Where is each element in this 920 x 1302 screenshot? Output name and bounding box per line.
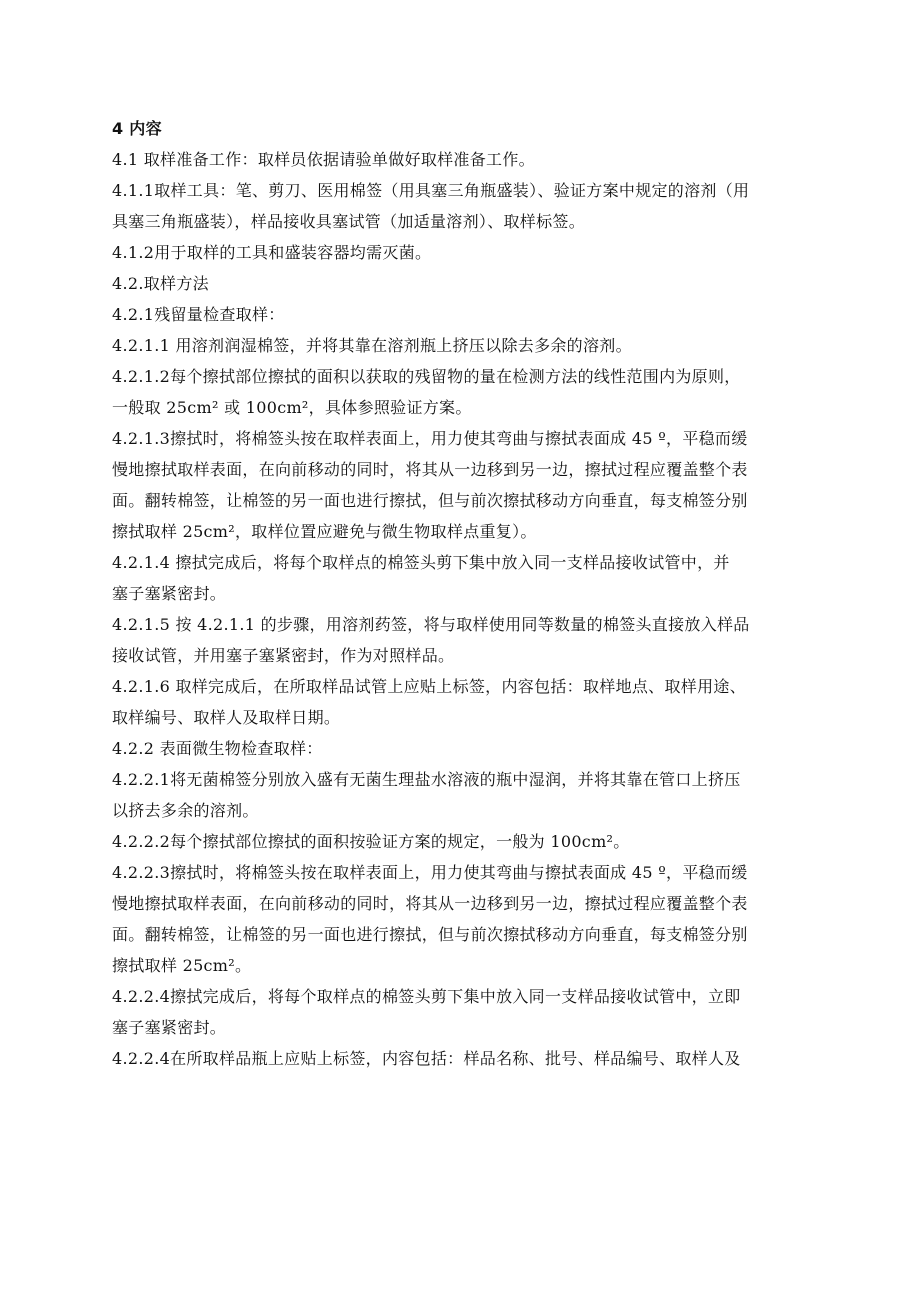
- paragraph-line: 面。翻转棉签，让棉签的另一面也进行擦拭，但与前次擦拭移动方向垂直，每支棉签分别: [112, 491, 748, 510]
- paragraph-line: 4.2.1.4 擦拭完成后，将每个取样点的棉签头剪下集中放入同一支样品接收试管中，并: [112, 553, 730, 572]
- paragraph-line: 4.2.1.2每个擦拭部位擦拭的面积以获取的残留物的量在检测方法的线性范围内为原则，: [112, 367, 741, 386]
- paragraph-line: 4.1.1取样工具：笔、剪刀、医用棉签（用具塞三角瓶盛装）、验证方案中规定的溶剂（用: [112, 181, 750, 200]
- paragraph-line: 4.2.1.6 取样完成后，在所取样品试管上应贴上标签，内容包括：取样地点、取样用途、: [112, 677, 746, 696]
- paragraph-line: 4.2.2.4在所取样品瓶上应贴上标签，内容包括：样品名称、批号、样品编号、取样人及: [112, 1049, 741, 1068]
- paragraph-line: 塞子塞紧密封。: [112, 1018, 227, 1037]
- paragraph: [112, 733, 832, 764]
- paragraph: [112, 237, 832, 268]
- paragraph: [112, 609, 832, 671]
- document-content: [112, 113, 832, 1074]
- paragraph-line: 4.2.1.3擦拭时，将棉签头按在取样表面上，用力使其弯曲与擦拭表面成 45 º，平稳而缓: [112, 429, 748, 448]
- paragraph-line: 擦拭取样 25cm²，取样位置应避免与微生物取样点重复）。: [112, 522, 537, 541]
- paragraph: [112, 1043, 832, 1074]
- paragraph-line: 4.2.1残留量检查取样：: [112, 305, 285, 324]
- paragraph: [112, 826, 832, 857]
- paragraph-line: 4.2.1.1 用溶剂润湿棉签，并将其靠在溶剂瓶上挤压以除去多余的溶剂。: [112, 336, 632, 355]
- paragraph-line: 4.1 取样准备工作：取样员依据请验单做好取样准备工作。: [112, 150, 535, 169]
- paragraph-line: 慢地擦拭取样表面，在向前移动的同时，将其从一边移到另一边，擦拭过程应覆盖整个表: [112, 894, 748, 913]
- paragraph: [112, 299, 832, 330]
- paragraph: [112, 144, 832, 175]
- paragraph: [112, 857, 832, 981]
- paragraph-line: 4.2.2 表面微生物检查取样：: [112, 739, 323, 758]
- paragraph-line: 取样编号、取样人及取样日期。: [112, 708, 341, 727]
- paragraph-line: 4.1.2用于取样的工具和盛装容器均需灭菌。: [112, 243, 432, 262]
- paragraph-line: 4.2.1.5 按 4.2.1.1 的步骤，用溶剂药签，将与取样使用同等数量的棉签头直接放入样品: [112, 615, 750, 634]
- paragraph-line: 4.2.2.2每个擦拭部位擦拭的面积按验证方案的规定，一般为 100cm²。: [112, 832, 630, 851]
- paragraph-line: 4.2.2.3擦拭时，将棉签头按在取样表面上，用力使其弯曲与擦拭表面成 45 º，平稳而缓: [112, 863, 748, 882]
- paragraph-line: 慢地擦拭取样表面，在向前移动的同时，将其从一边移到另一边，擦拭过程应覆盖整个表: [112, 460, 748, 479]
- paragraph-line: 4.2.2.1将无菌棉签分别放入盛有无菌生理盐水溶液的瓶中湿润，并将其靠在管口上挤压: [112, 770, 741, 789]
- section-heading: 4 内容: [112, 119, 162, 138]
- paragraph: [112, 330, 832, 361]
- paragraph: [112, 547, 832, 609]
- paragraph: [112, 361, 832, 423]
- paragraph-line: 塞子塞紧密封。: [112, 584, 227, 603]
- paragraph-line: 以挤去多余的溶剂。: [112, 801, 259, 820]
- paragraph-line: 接收试管，并用塞子塞紧密封，作为对照样品。: [112, 646, 455, 665]
- paragraph: [112, 175, 832, 237]
- paragraph: [112, 423, 832, 547]
- paragraph-line: 擦拭取样 25cm²。: [112, 956, 252, 975]
- paragraph: [112, 981, 832, 1043]
- paragraph-line: 面。翻转棉签，让棉签的另一面也进行擦拭，但与前次擦拭移动方向垂直，每支棉签分别: [112, 925, 748, 944]
- paragraph-line: 4.2.2.4擦拭完成后，将每个取样点的棉签头剪下集中放入同一支样品接收试管中，立即: [112, 987, 741, 1006]
- paragraph-line: 一般取 25cm² 或 100cm²，具体参照验证方案。: [112, 398, 472, 417]
- paragraph-line: 具塞三角瓶盛装），样品接收具塞试管（加适量溶剂）、取样标签。: [112, 212, 586, 231]
- paragraph: [112, 764, 832, 826]
- paragraph: [112, 268, 832, 299]
- paragraph-line: 4.2.取样方法: [112, 274, 209, 293]
- paragraph: [112, 671, 832, 733]
